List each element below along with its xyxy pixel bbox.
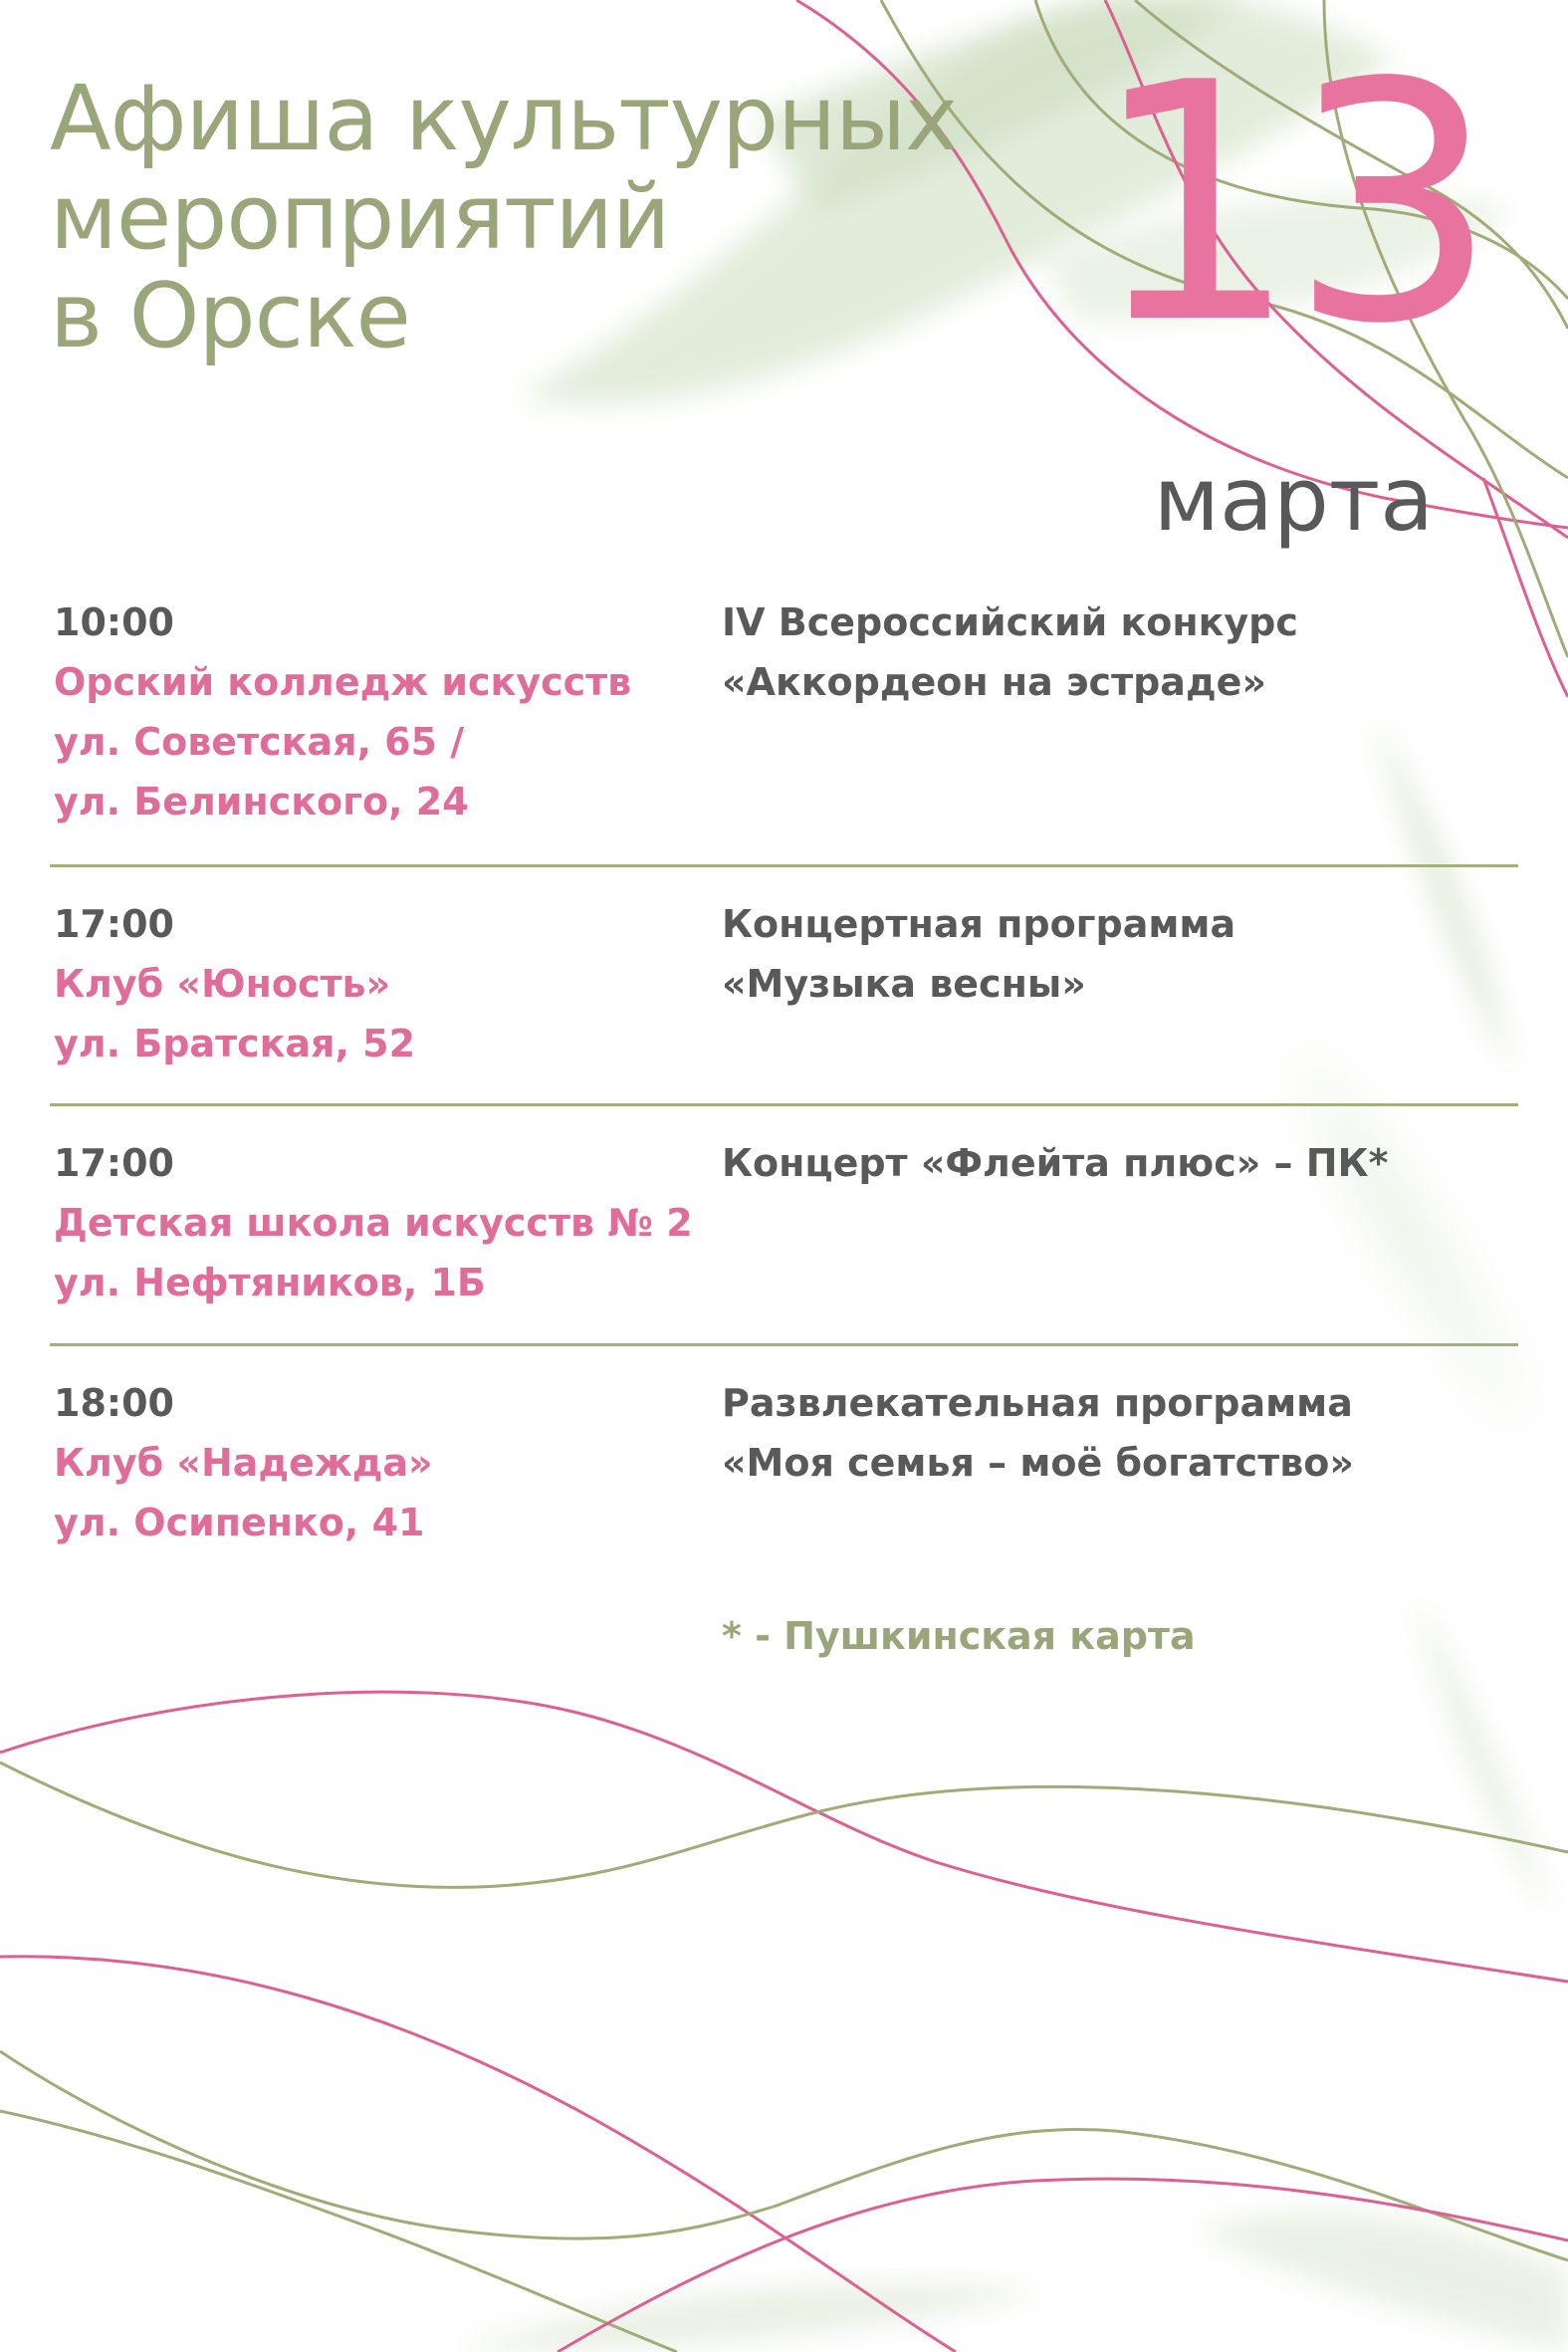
event-description-line: Концертная программа xyxy=(722,902,1236,946)
event-venue: Клуб «Надежда» xyxy=(54,1441,433,1485)
event-time: 17:00 xyxy=(54,902,174,946)
event-description-line: «Аккордеон на эстраде» xyxy=(722,660,1266,704)
event-address-line: ул. Братская, 52 xyxy=(54,1022,416,1065)
event-time: 10:00 xyxy=(54,600,174,644)
event-details xyxy=(54,894,731,1073)
event-item xyxy=(50,867,1518,1106)
event-description-line: «Музыка весны» xyxy=(722,962,1086,1006)
title-line-3: в Орске xyxy=(50,264,410,368)
event-details xyxy=(54,1133,731,1312)
event-details xyxy=(54,1373,731,1552)
event-description-line: Концерт «Флейта плюс» – ПК* xyxy=(722,1141,1389,1185)
event-venue: Детская школа искусств № 2 xyxy=(54,1201,693,1245)
event-item xyxy=(50,592,1518,867)
event-description xyxy=(722,592,1518,712)
event-time: 18:00 xyxy=(54,1381,174,1425)
poster-title xyxy=(50,67,958,368)
event-description xyxy=(722,1373,1518,1493)
event-time: 17:00 xyxy=(54,1141,174,1185)
event-venue: Орский колледж искусств xyxy=(54,660,632,704)
event-address-line: ул. Белинского, 24 xyxy=(54,780,469,823)
pushkin-card-footnote: * - Пушкинская карта xyxy=(722,1614,1196,1658)
event-description xyxy=(722,894,1518,1014)
event-details xyxy=(54,592,731,831)
event-address-line: ул. Советская, 65 / xyxy=(54,720,465,764)
title-line-1: Афиша культурных xyxy=(50,67,958,171)
title-line-2: мероприятий xyxy=(50,165,670,270)
event-description-line: Развлекательная программа xyxy=(722,1381,1353,1425)
event-address-line: ул. Осипенко, 41 xyxy=(54,1501,425,1544)
event-item xyxy=(50,1346,1518,1545)
event-day-number: 13 xyxy=(1090,13,1488,395)
event-description-line: IV Всероссийский конкурс xyxy=(722,600,1298,644)
event-description-line: «Моя семья – моё богатство» xyxy=(722,1441,1354,1485)
event-list xyxy=(50,592,1518,1545)
event-venue: Клуб «Юность» xyxy=(54,962,391,1006)
event-item xyxy=(50,1106,1518,1346)
event-month: марта xyxy=(1153,448,1434,551)
event-address-line: ул. Нефтяников, 1Б xyxy=(54,1261,486,1304)
event-description xyxy=(722,1133,1518,1193)
